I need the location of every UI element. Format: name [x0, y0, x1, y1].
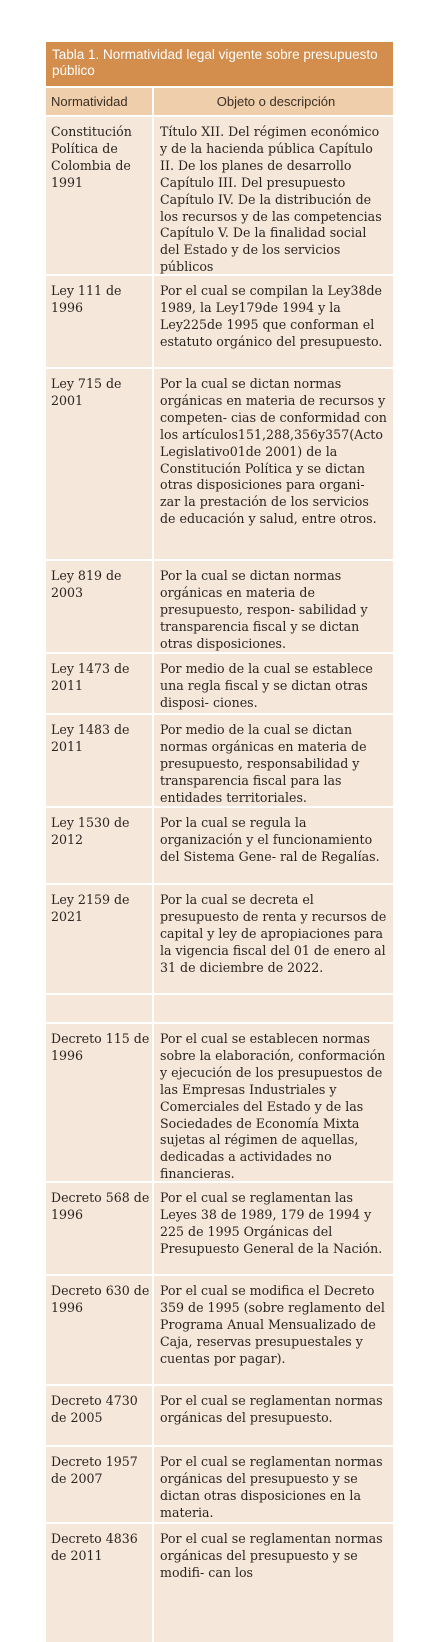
table-row — [46, 1181, 393, 1274]
cell-normatividad: Decreto 115 de 1996 — [46, 1024, 154, 1181]
cell-descripcion: Por medio de la cual se dictan normas orgánicas en materia de presupuesto, responsabilidad y transparencia fiscal para las entidades territoriales. — [160, 722, 367, 805]
cell-normatividad: Decreto 568 de 1996 — [46, 1183, 154, 1274]
cell-descripcion: Por medio de la cual se establece una regla fiscal y se dictan otras disposi- ciones. — [160, 661, 373, 710]
cell-descripcion: Título XII. Del régimen económico y de la hacienda pública Capítulo II. De los planes de desarrollo Capítulo III. Del presupuesto Capítulo IV. De la distribución de los recursos y de las competencias Capítulo V. De la finalidad social del Estado y de los servicios públicos — [160, 124, 382, 275]
table-row — [46, 1384, 393, 1445]
table-row — [46, 1445, 393, 1522]
table-row — [46, 1274, 393, 1384]
cell-normatividad — [46, 995, 154, 1022]
table-row — [46, 713, 393, 806]
cell-normatividad: Ley 2159 de 2021 — [46, 885, 154, 993]
cell-normatividad: Ley 1530 de 2012 — [46, 808, 154, 883]
cell-normatividad: Constitución Política de Colombia de 1991 — [46, 117, 154, 274]
cell-descripcion: Por el cual se reglamentan normas orgánicas del presupuesto y se modifi- can los — [160, 1531, 383, 1580]
table-row — [46, 806, 393, 883]
table-header-row — [46, 86, 393, 115]
cell-normatividad: Ley 1483 de 2011 — [46, 715, 154, 806]
cell-descripcion: Por la cual se regula la organización y el funcionamiento del Sistema Gene- ral de Regalías. — [160, 815, 380, 864]
cell-descripcion: Por el cual se reglamentan las Leyes 38 de 1989, 179 de 1994 y 225 de 1995 Orgánicas del Presupuesto General de la Nación. — [160, 1190, 383, 1256]
table-row — [46, 883, 393, 993]
cell-normatividad: Decreto 4836 de 2011 — [46, 1524, 154, 1642]
cell-normatividad: Ley 1473 de 2011 — [46, 654, 154, 713]
cell-descripcion: Por el cual se compilan la Ley38de 1989, la Ley179de 1994 y la Ley225de 1995 que conforman el estatuto orgánico del presupuesto. — [160, 283, 383, 349]
cell-descripcion: Por la cual se decreta el presupuesto de renta y recursos de capital y ley de apropiaciones para la vigencia fiscal del 01 de enero al 31 de diciembre de 2022. — [160, 892, 387, 975]
cell-normatividad: Decreto 1957 de 2007 — [46, 1447, 154, 1522]
table-row — [46, 274, 393, 367]
cell-descripcion — [154, 995, 393, 1022]
table-row — [46, 115, 393, 274]
cell-normatividad: Ley 819 de 2003 — [46, 561, 154, 652]
header-descripcion: Objeto o descripción — [216, 94, 336, 109]
table-caption: Tabla 1. Normatividad legal vigente sobre presupuesto público — [46, 42, 393, 86]
cell-descripcion: Por la cual se dictan normas orgánicas en materia de recursos y competen- cias de conformidad con los artículos151,288,356y357(Acto Legislativo01de 2001) de la Constitución Política y se dictan otras disposiciones para organi- zar la prestación de los servicios de educación y salud, entre otros. — [160, 376, 387, 527]
cell-descripcion: Por la cual se dictan normas orgánicas en materia de presupuesto, respon- sabilidad y transparencia fiscal y se dictan otras disposiciones. — [160, 568, 368, 651]
table-row — [46, 1022, 393, 1181]
cell-descripcion: Por el cual se reglamentan normas orgánicas del presupuesto. — [160, 1393, 383, 1425]
cell-normatividad: Decreto 4730 de 2005 — [46, 1386, 154, 1445]
cell-normatividad: Decreto 630 de 1996 — [46, 1276, 154, 1384]
table-row — [46, 652, 393, 713]
table-row — [46, 367, 393, 559]
cell-normatividad: Ley 715 de 2001 — [46, 369, 154, 559]
table-row — [46, 559, 393, 652]
header-normatividad: Normatividad — [46, 88, 154, 115]
normatividad-table — [46, 42, 393, 1642]
table-row-empty — [46, 993, 393, 1022]
cell-normatividad: Ley 111 de 1996 — [46, 276, 154, 367]
cell-descripcion: Por el cual se reglamentan normas orgánicas del presupuesto y se dictan otras disposiciones en la materia. — [160, 1454, 383, 1520]
cell-descripcion: Por el cual se modifica el Decreto 359 de 1995 (sobre reglamento del Programa Anual Mensualizado de Caja, reservas presupuestales y cuentas por pagar). — [160, 1283, 385, 1366]
cell-descripcion: Por el cual se establecen normas sobre la elaboración, conformación y ejecución de los presupuestos de las Empresas Industriales y Comerciales del Estado y de las Sociedades de Economía Mixta sujetas al régimen de aquellas, dedicadas a actividades no financieras. — [160, 1031, 386, 1182]
table-row — [46, 1522, 393, 1642]
